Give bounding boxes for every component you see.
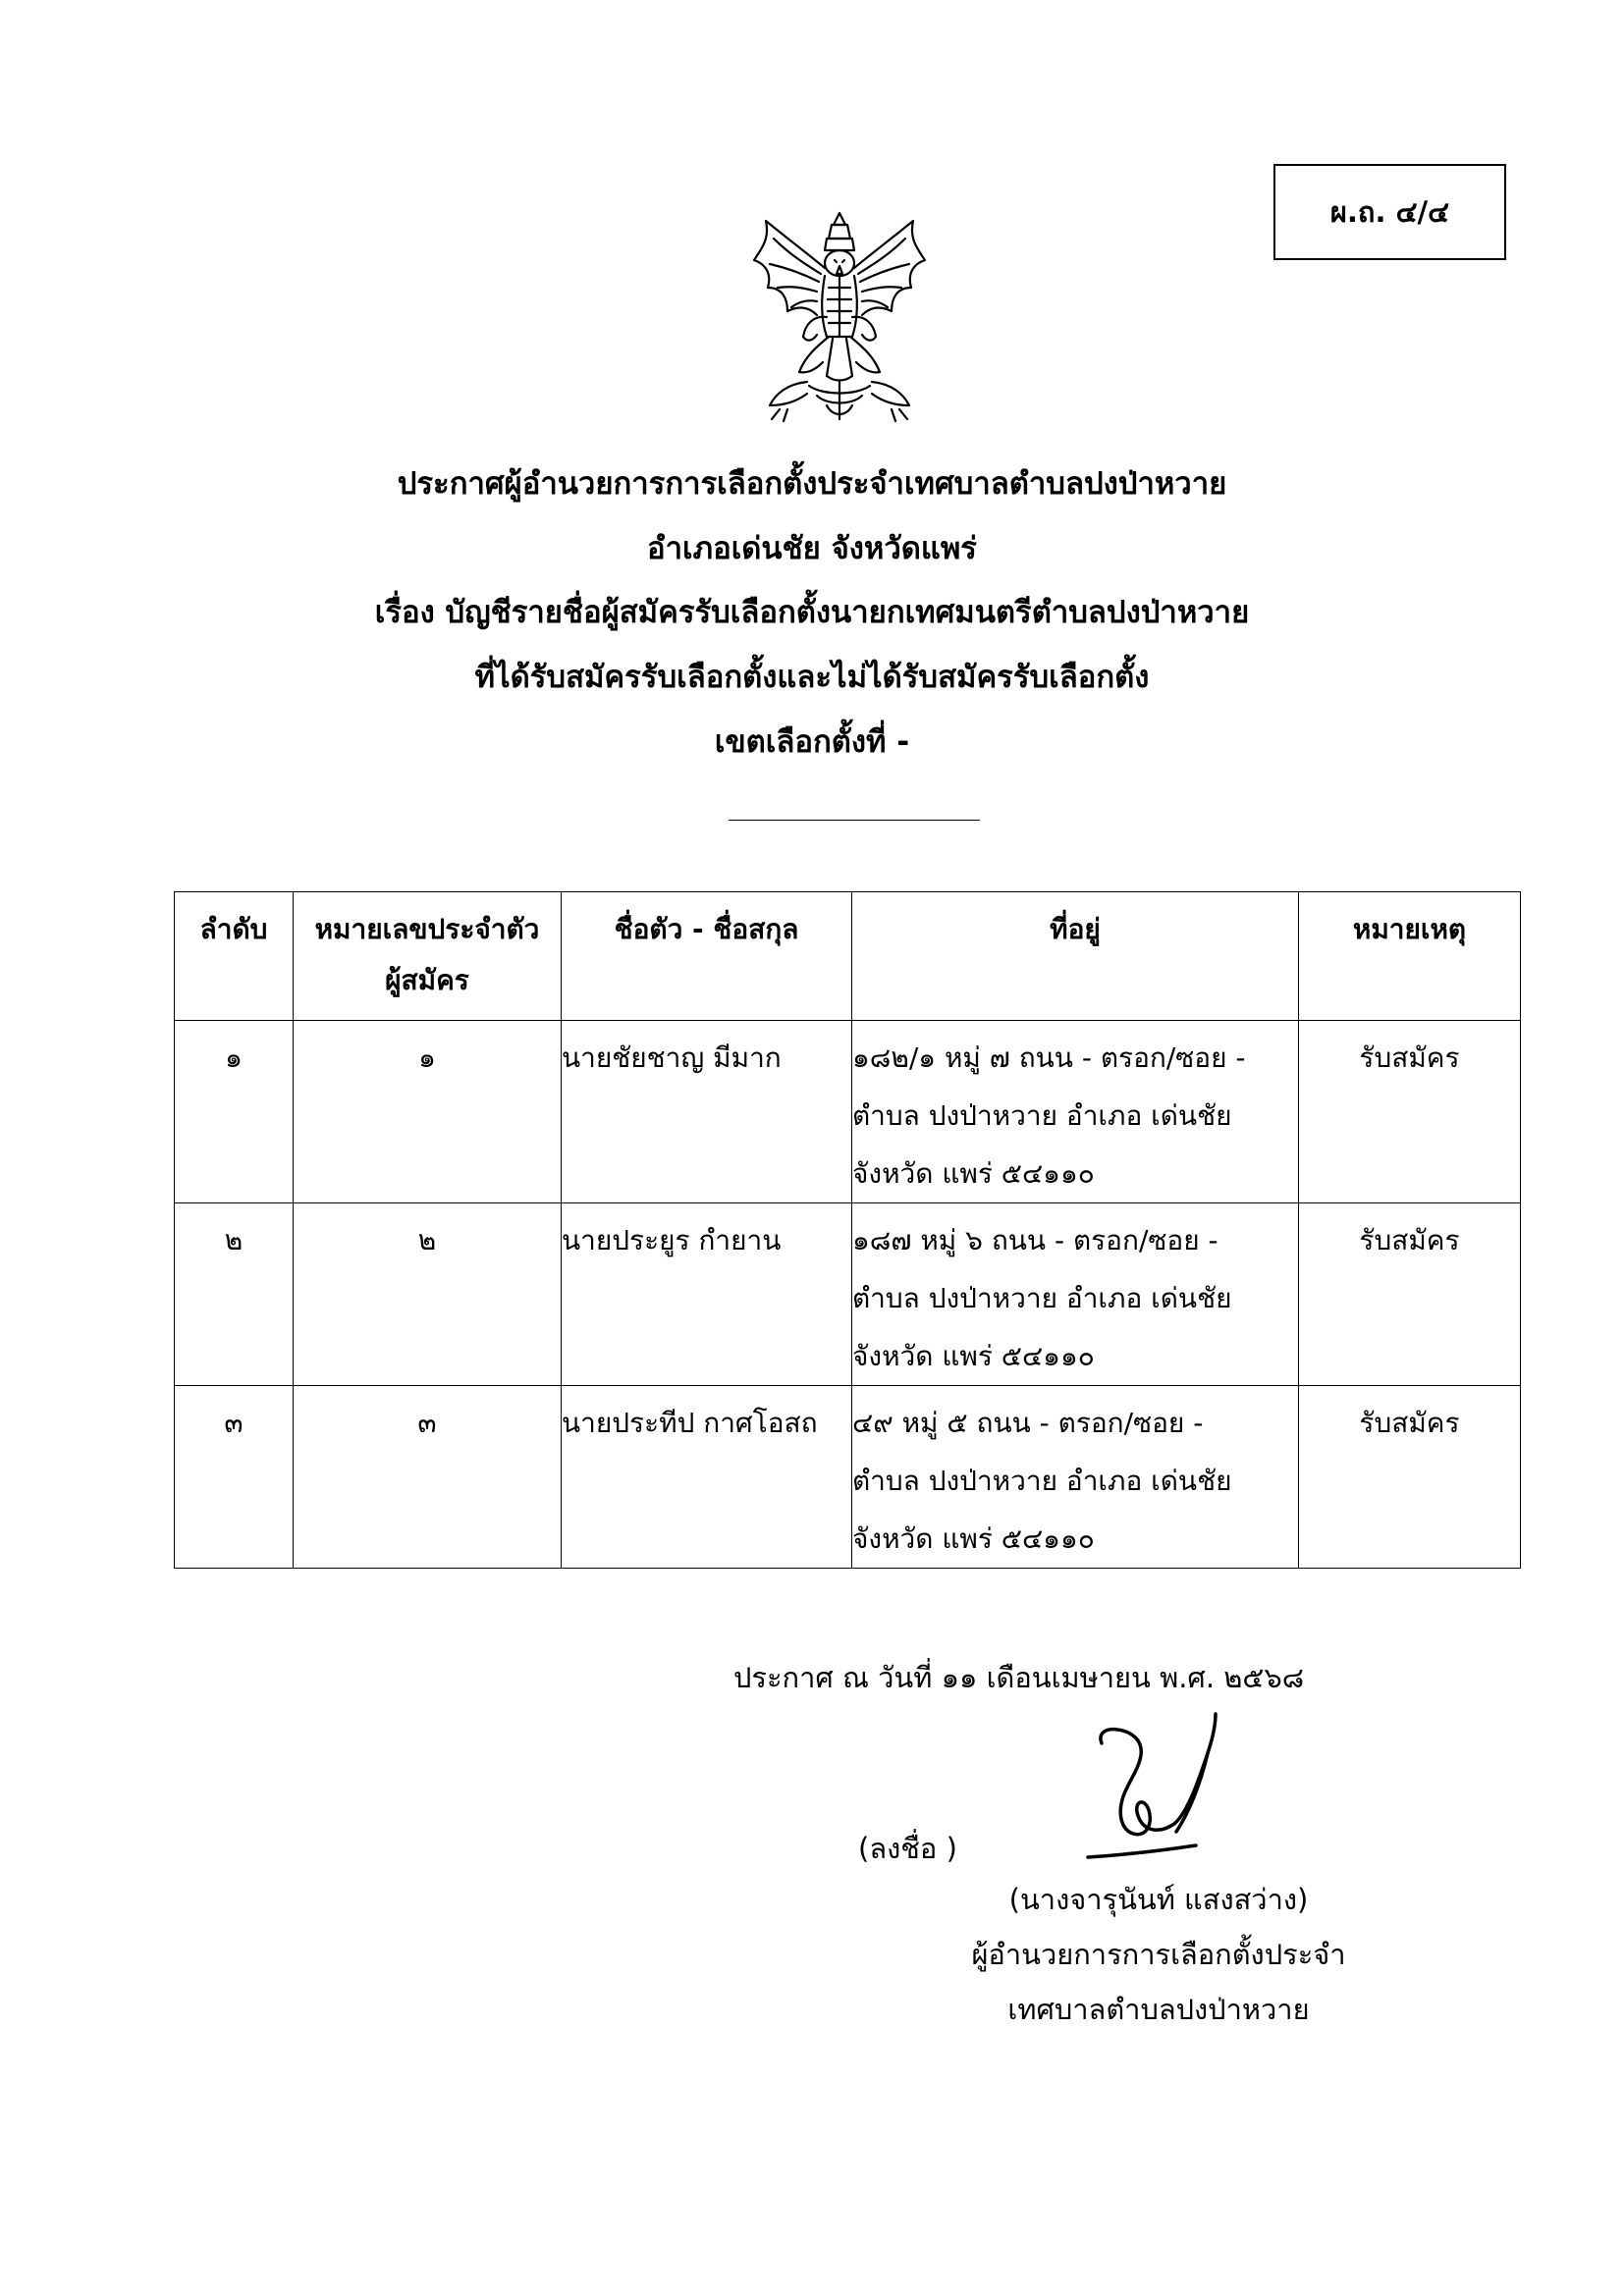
cell-candidate-number: ๓ — [294, 1386, 562, 1569]
address-line: ๑๘๗ หมู่ ๖ ถนน - ตรอก/ซอย - — [852, 1224, 1218, 1256]
heading-line-3: เรื่อง บัญชีรายชื่อผู้สมัครรับเลือกตั้งนายกเทศมนตรีตำบลปงป่าหวาย — [374, 595, 1250, 630]
signatory-title-line-2: เทศบาลตำบลปงป่าหวาย — [1007, 1993, 1310, 2026]
cell-name: นายประยูร กำยาน — [562, 1203, 852, 1386]
heading-line-2: อำเภอเด่นชัย จังหวัดแพร่ — [647, 531, 977, 566]
header-order: ลำดับ — [175, 892, 294, 1021]
cell-address — [852, 1021, 1299, 1203]
header-name: ชื่อตัว - ชื่อสกุล — [562, 892, 852, 1021]
cell-address — [852, 1386, 1299, 1569]
signatory-title-line-1: ผู้อำนวยการการเลือกตั้งประจำ — [971, 1938, 1346, 1971]
garuda-emblem-icon — [748, 209, 931, 427]
address-line: จังหวัด แพร่ ๕๔๑๑๐ — [852, 1340, 1095, 1372]
form-code-box — [1273, 164, 1506, 260]
cell-order: ๒ — [175, 1203, 294, 1386]
cell-candidate-number: ๑ — [294, 1021, 562, 1203]
table-header-row — [175, 892, 1521, 1021]
handwritten-signature — [1078, 1708, 1225, 1875]
heading-line-4: ที่ได้รับสมัครรับเลือกตั้งและไม่ได้รับสมัครรับเลือกตั้ง — [474, 660, 1150, 695]
address-line: จังหวัด แพร่ ๕๔๑๑๐ — [852, 1157, 1095, 1190]
address-line: ตำบล ปงป่าหวาย อำเภอ เด่นชัย — [852, 1099, 1232, 1132]
cell-order: ๓ — [175, 1386, 294, 1569]
header-candidate-number: หมายเลขประจำตัว ผู้สมัคร — [294, 892, 562, 1021]
cell-remark: รับสมัคร — [1299, 1386, 1521, 1569]
signatory-name: (นางจารุนันท์ แสงสว่าง) — [1008, 1883, 1309, 1916]
address-line: จังหวัด แพร่ ๕๔๑๑๐ — [852, 1522, 1095, 1555]
candidate-table — [174, 891, 1521, 1569]
announcement-date: ประกาศ ณ วันที่ ๑๑ เดือนเมษายน พ.ศ. ๒๕๖๘ — [733, 1661, 1305, 1694]
heading-line-1: ประกาศผู้อำนวยการการเลือกตั้งประจำเทศบาลตำบลปงป่าหวาย — [397, 466, 1227, 502]
address-line: ตำบล ปงป่าหวาย อำเภอ เด่นชัย — [852, 1465, 1232, 1497]
cell-address — [852, 1203, 1299, 1386]
table-row — [175, 1203, 1521, 1386]
address-line: ๑๘๒/๑ หมู่ ๗ ถนน - ตรอก/ซอย - — [852, 1041, 1246, 1074]
form-code: ผ.ถ. ๔/๔ — [1329, 195, 1450, 229]
heading-line-5: เขตเลือกตั้งที่ - — [714, 724, 910, 760]
header-address: ที่อยู่ — [852, 892, 1299, 1021]
signature-label: (ลงชื่อ ) — [858, 1832, 957, 1865]
cell-name: นายประทีป กาศโอสถ — [562, 1386, 852, 1569]
cell-candidate-number: ๒ — [294, 1203, 562, 1386]
cell-remark: รับสมัคร — [1299, 1021, 1521, 1203]
address-line: ๔๙ หมู่ ๕ ถนน - ตรอก/ซอย - — [852, 1407, 1204, 1439]
address-line: ตำบล ปงป่าหวาย อำเภอ เด่นชัย — [852, 1282, 1232, 1314]
cell-remark: รับสมัคร — [1299, 1203, 1521, 1386]
table-row — [175, 1386, 1521, 1569]
cell-name: นายชัยชาญ มีมาก — [562, 1021, 852, 1203]
cell-order: ๑ — [175, 1021, 294, 1203]
heading-divider — [729, 820, 980, 821]
header-remark: หมายเหตุ — [1299, 892, 1521, 1021]
table-row — [175, 1021, 1521, 1203]
